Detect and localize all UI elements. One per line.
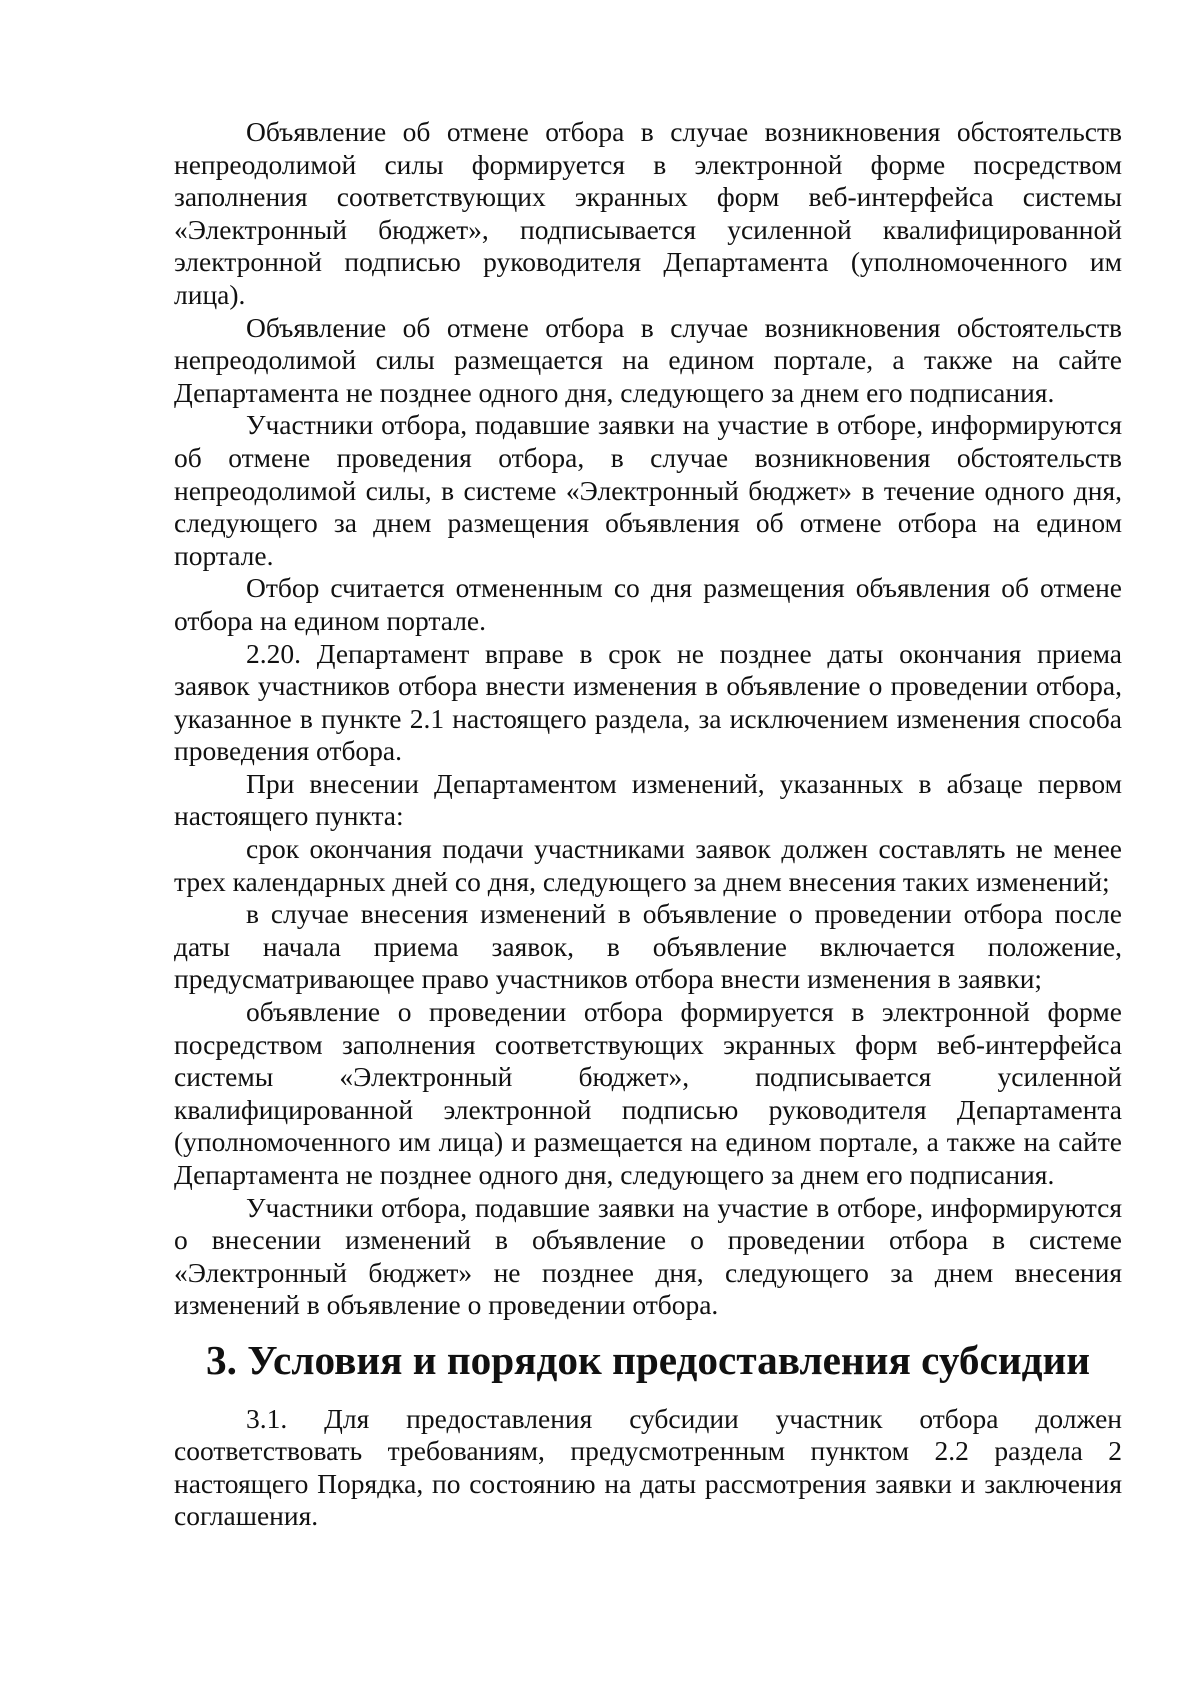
document-page bbox=[174, 116, 1122, 1533]
paragraph-changes-intro: При внесении Департаментом изменений, указанных в абзаце первом настоящего пункта: bbox=[174, 767, 1122, 832]
paragraph-clause-2-20: 2.20. Департамент вправе в срок не позднее даты окончания приема заявок участников отбора внести изменения в объявление о проведении отбора, указанное в пункте 2.1 настоящего раздела, за исключением изменения способа проведения отбора. bbox=[174, 637, 1122, 767]
paragraph-participants-informed-cancel: Участники отбора, подавшие заявки на участие в отборе, информируются об отмене проведения отбора, в случае возникновения обстоятельств непреодолимой силы, в системе «Электронный бюджет» в течение одного дня, следующего за днем размещения объявления об отмене отбора на едином портале. bbox=[174, 409, 1122, 571]
paragraph-clause-3-1: 3.1. Для предоставления субсидии участник отбора должен соответствовать требованиям, предусмотренным пунктом 2.2 раздела 2 настоящего Порядка, по состоянию на даты рассмотрения заявки и заключения соглашения. bbox=[174, 1402, 1122, 1532]
paragraph-deadline-rule: срок окончания подачи участниками заявок должен составлять не менее трех календарных дней со дня, следующего за днем внесения таких изменений; bbox=[174, 833, 1122, 897]
paragraph-cancel-notice-publication: Объявление об отмене отбора в случае возникновения обстоятельств непреодолимой силы размещается на едином портале, а также на сайте Департамента не позднее одного дня, следующего за днем его подписания. bbox=[174, 311, 1122, 408]
section-heading: 3. Условия и порядок предоставления субсидии bbox=[205, 1336, 1091, 1383]
paragraph-selection-cancelled: Отбор считается отмененным со дня размещения объявления об отмене отбора на едином портале. bbox=[174, 572, 1122, 636]
paragraph-cancel-notice-formation: Объявление об отмене отбора в случае возникновения обстоятельств непреодолимой силы формируется в электронной форме посредством заполнения соответствующих экранных форм веб-интерфейса системы «Электронный бюджет», подписывается усиленной квалифицированной электронной подписью руководителя Департамента (уполномоченного им лица). bbox=[174, 116, 1122, 310]
paragraph-changes-after-start: в случае внесения изменений в объявление о проведении отбора после даты начала приема заявок, в объявление включается положение, предусматривающее право участников отбора внести изменения в заявки; bbox=[174, 898, 1122, 995]
paragraph-participants-informed-changes: Участники отбора, подавшие заявки на участие в отборе, информируются о внесении изменений в объявление о проведении отбора в системе «Электронный бюджет» не позднее дня, следующего за днем внесения изменений в объявление о проведении отбора. bbox=[174, 1191, 1122, 1321]
paragraph-notice-formation: объявление о проведении отбора формируется в электронной форме посредством заполнения соответствующих экранных форм веб-интерфейса системы «Электронный бюджет», подписывается усиленной квалифицированной электронной подписью руководителя Департамента (уполномоченного им лица) и размещается на едином портале, а также на сайте Департамента не позднее одного дня, следующего за днем его подписания. bbox=[174, 996, 1122, 1190]
